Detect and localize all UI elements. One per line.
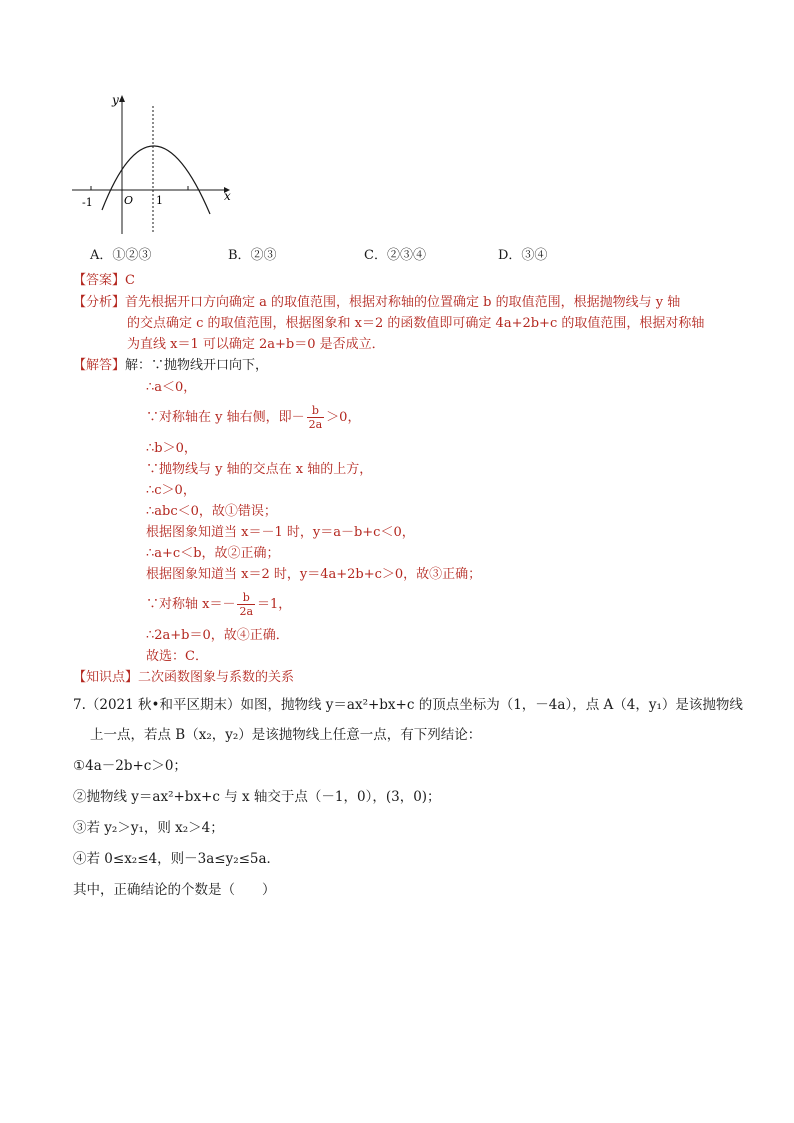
solution-l9: ∴a+c＜b，故②正确； bbox=[146, 546, 280, 561]
solution-l8: 根据图象知道当 x＝－1 时，y＝a－b+c＜0， bbox=[146, 525, 415, 540]
tick-neg1-label: -1 bbox=[82, 196, 93, 209]
solution-l2: ∴a＜0， bbox=[146, 380, 197, 395]
option-b[interactable]: B．②③ bbox=[228, 248, 277, 263]
solution-l3 bbox=[146, 404, 360, 431]
analysis-line2: 的交点确定 c 的取值范围，根据图象和 x＝2 的函数值即可确定 4a+2b+c 的取值范围，根据对称轴 bbox=[127, 316, 705, 331]
option-a[interactable]: A．①②③ bbox=[90, 248, 152, 263]
solution-l3b: ＞0， bbox=[326, 410, 361, 425]
solution-l3a: ∵对称轴在 y 轴右侧，即－ bbox=[146, 410, 305, 425]
analysis-row bbox=[73, 294, 680, 312]
analysis-tag: 【分析】 bbox=[73, 295, 126, 310]
y-axis-label: y bbox=[112, 93, 119, 107]
solution-l5: ∵抛物线与 y 轴的交点在 x 轴的上方， bbox=[146, 462, 373, 477]
question7-line1: 7.（2021 秋•和平区期末）如图，抛物线 y＝ax²+bx+c 的顶点坐标为（1，－4a），点 A（4，y₁）是该抛物线 bbox=[73, 697, 743, 713]
tick-1-label: 1 bbox=[156, 194, 163, 207]
knowledge-tag: 【知识点】 bbox=[73, 670, 139, 685]
fraction-den: 2a bbox=[239, 605, 254, 618]
fraction-num: b bbox=[237, 591, 255, 605]
option-d[interactable]: D．③④ bbox=[498, 248, 548, 263]
solution-l13: 故选：C． bbox=[146, 649, 208, 664]
solution-l11b: ＝1， bbox=[257, 597, 292, 612]
solution-l1: 解：∵抛物线开口向下， bbox=[125, 358, 269, 373]
answer-tag: 【答案】 bbox=[73, 273, 126, 288]
parabola-graph bbox=[64, 88, 244, 238]
solution-l6: ∴c＞0， bbox=[146, 483, 196, 498]
solution-l7: ∴abc＜0，故①错误； bbox=[146, 504, 277, 519]
knowledge-value: 二次函数图象与系数的关系 bbox=[138, 670, 295, 685]
answer-value: C bbox=[125, 273, 135, 288]
question7-prompt: 其中，正确结论的个数是（ ） bbox=[73, 882, 276, 898]
x-axis-label: x bbox=[224, 189, 231, 203]
question7-line2: 上一点，若点 B（x₂，y₂）是该抛物线上任意一点，有下列结论： bbox=[90, 727, 482, 743]
solution-l4: ∴b＞0， bbox=[146, 441, 197, 456]
fraction-b-2a-1 bbox=[307, 404, 325, 431]
option-c[interactable]: C．②③④ bbox=[364, 248, 426, 263]
question7-statement-1: ①4a－2b+c＞0； bbox=[73, 758, 187, 774]
fraction-num: b bbox=[307, 404, 325, 418]
solution-tag: 【解答】 bbox=[73, 358, 126, 373]
solution-l10: 根据图象知道当 x＝2 时，y＝4a+2b+c＞0，故③正确； bbox=[146, 567, 482, 582]
y-axis-arrow bbox=[119, 95, 125, 102]
question7-statement-3: ③若 y₂＞y₁，则 x₂＞4； bbox=[73, 820, 224, 836]
solution-l12: ∴2a+b＝0，故④正确． bbox=[146, 628, 289, 643]
fraction-b-2a-2 bbox=[237, 591, 255, 618]
origin-label: O bbox=[124, 194, 134, 207]
analysis-line3: 为直线 x＝1 可以确定 2a+b＝0 是否成立． bbox=[127, 337, 385, 352]
solution-l11a: ∵对称轴 x＝－ bbox=[146, 597, 236, 612]
analysis-line1: 首先根据开口方向确定 a 的取值范围，根据对称轴的位置确定 b 的取值范围，根据抛物线与 y 轴 bbox=[125, 295, 681, 310]
question7-statement-2: ②抛物线 y＝ax²+bx+c 与 x 轴交于点（－1，0），(3，0)； bbox=[73, 789, 441, 805]
fraction-den: 2a bbox=[308, 418, 323, 431]
question7-statement-4: ④若 0≤x₂≤4，则－3a≤y₂≤5a． bbox=[73, 851, 281, 867]
answer-row bbox=[73, 272, 135, 290]
solution-row bbox=[73, 357, 268, 375]
knowledge-row bbox=[73, 669, 294, 687]
solution-l11 bbox=[146, 591, 291, 618]
